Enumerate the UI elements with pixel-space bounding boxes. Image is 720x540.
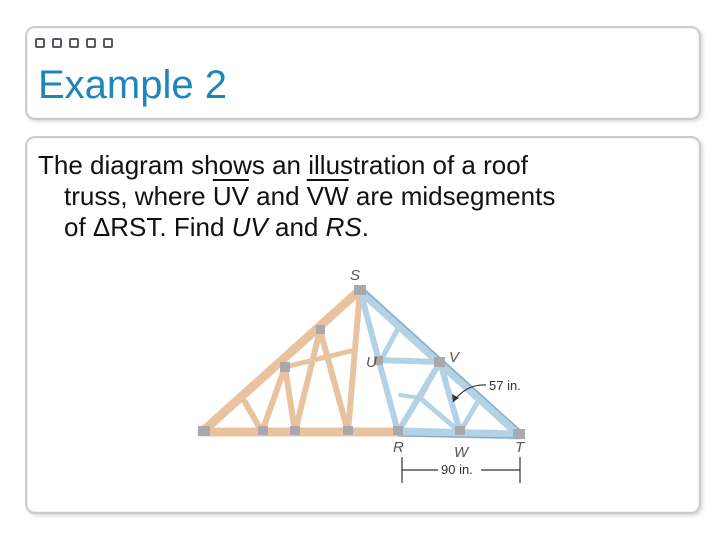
square-bullet-icon: [35, 38, 45, 48]
label-s: S: [350, 267, 361, 284]
measure-rt-label: 90 in.: [441, 462, 473, 477]
label-v: V: [449, 349, 460, 366]
text-run: .: [361, 212, 369, 242]
label-t: T: [515, 439, 525, 456]
label-w: W: [454, 444, 469, 461]
square-bullet-icon: [86, 38, 96, 48]
label-u: U: [366, 354, 377, 371]
square-bullet-icon: [103, 38, 113, 48]
text-run: truss, where: [64, 181, 213, 211]
text-run: and: [248, 181, 307, 211]
title-panel: [25, 26, 701, 120]
decorative-dots: [35, 38, 113, 48]
square-bullet-icon: [52, 38, 62, 48]
segment-vw: $\overline{VW}$: [306, 181, 349, 211]
label-r: R: [393, 439, 404, 456]
segment-uv: $\overline{UV}$: [212, 181, 249, 211]
roof-truss-diagram: [170, 140, 570, 490]
text-run: are midsegments: [348, 181, 556, 211]
text-run: and: [267, 212, 326, 242]
slide-title: Example 2: [38, 63, 227, 107]
joint-plates: [198, 285, 525, 439]
find-rs: RS: [325, 212, 362, 242]
arrowhead-icon: [452, 394, 459, 402]
square-bullet-icon: [69, 38, 79, 48]
measure-vw-label: 57 in.: [489, 378, 521, 393]
find-uv: UV: [231, 212, 268, 242]
text-run: of ΔRST. Find: [64, 212, 232, 242]
problem-line-1: The diagram shows an illustration of a roof: [38, 150, 528, 180]
